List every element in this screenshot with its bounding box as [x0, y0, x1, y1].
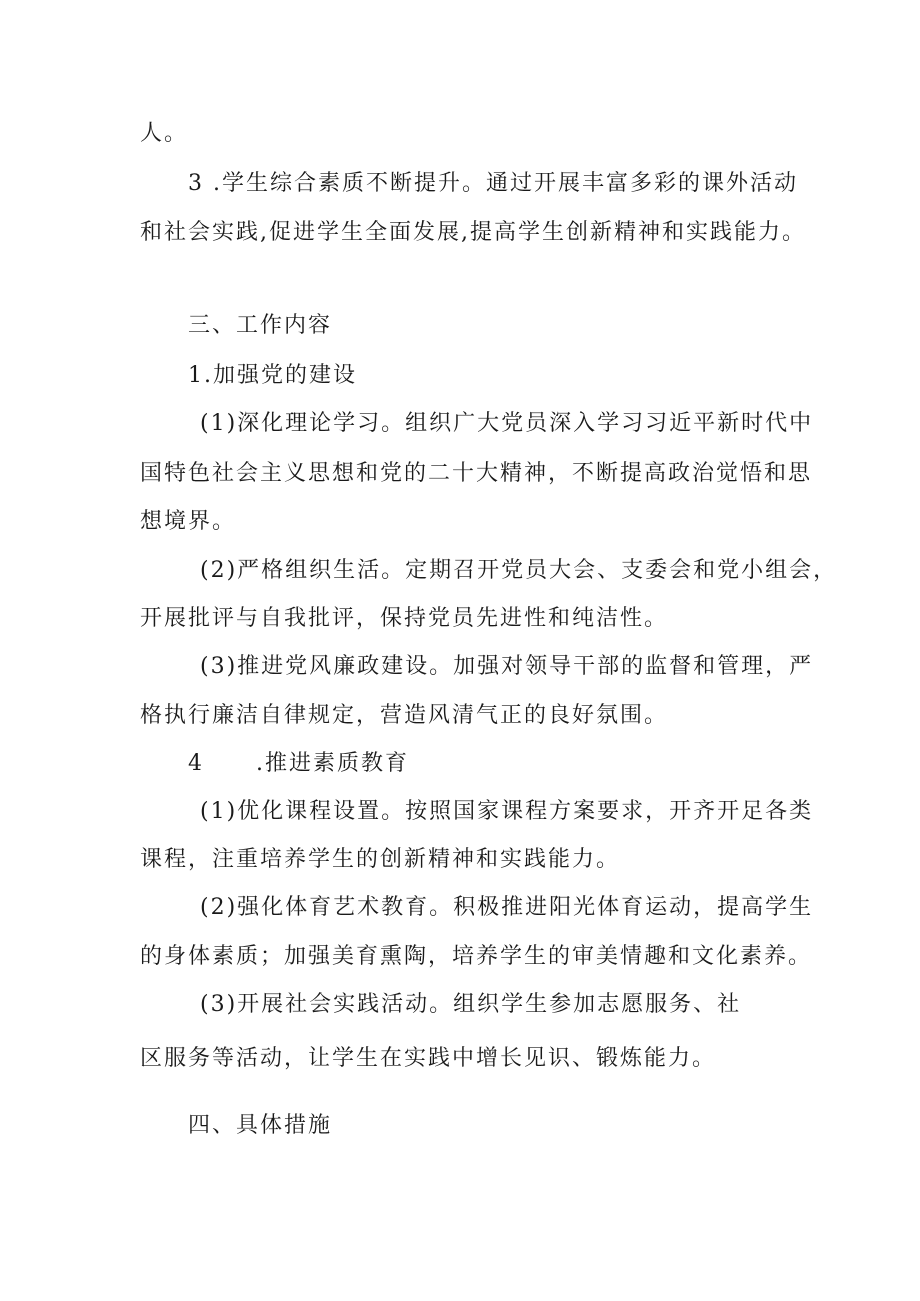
paragraph-line: 的身体素质；加强美育熏陶，培养学生的审美情趣和文化素养。 [140, 944, 813, 969]
paragraph-line: (3)开展社会实践活动。组织学生参加志愿服务、社 [200, 992, 742, 1017]
paragraph-line: (3)推进党风廉政建设。加强对领导干部的监督和管理，严 [200, 654, 814, 679]
paragraph-line: 格执行廉洁自律规定，营造风清气正的良好氛围。 [140, 703, 669, 728]
paragraph-line: (1)优化课程设置。按照国家课程方案要求，开齐开足各类 [200, 799, 814, 824]
paragraph-line: 课程，注重培养学生的创新精神和实践能力。 [140, 847, 621, 872]
paragraph-line: (2)严格组织生活。定期召开党员大会、支委会和党小组会， [200, 558, 838, 583]
subsection-number: 4 [188, 751, 204, 776]
paragraph-line: 国特色社会主义思想和党的二十大精神，不断提高政治觉悟和思 [140, 461, 813, 486]
paragraph-line: 3 .学生综合素质不断提升。通过开展丰富多彩的课外活动 [188, 171, 798, 196]
paragraph-line: 和社会实践,促进学生全面发展,提高学生创新精神和实践能力。 [140, 220, 806, 245]
paragraph-line: (2)强化体育艺术教育。积极推进阳光体育运动，提高学生 [200, 895, 814, 920]
paragraph-line: 想境界。 [140, 509, 237, 534]
subsection-heading: 1.加强党的建设 [188, 363, 357, 388]
subsection-title: .推进素质教育 [256, 751, 409, 776]
subsection-heading [188, 749, 409, 779]
section-heading: 四、具体措施 [188, 1113, 333, 1138]
paragraph-line: (1)深化理论学习。组织广大党员深入学习习近平新时代中 [200, 411, 814, 436]
section-heading: 三、工作内容 [188, 313, 333, 338]
paragraph-line: 人。 [140, 121, 189, 146]
paragraph-line: 开展批评与自我批评，保持党员先进性和纯洁性。 [140, 606, 669, 631]
paragraph-line: 区服务等活动，让学生在实践中增长见识、锻炼能力。 [140, 1046, 717, 1071]
